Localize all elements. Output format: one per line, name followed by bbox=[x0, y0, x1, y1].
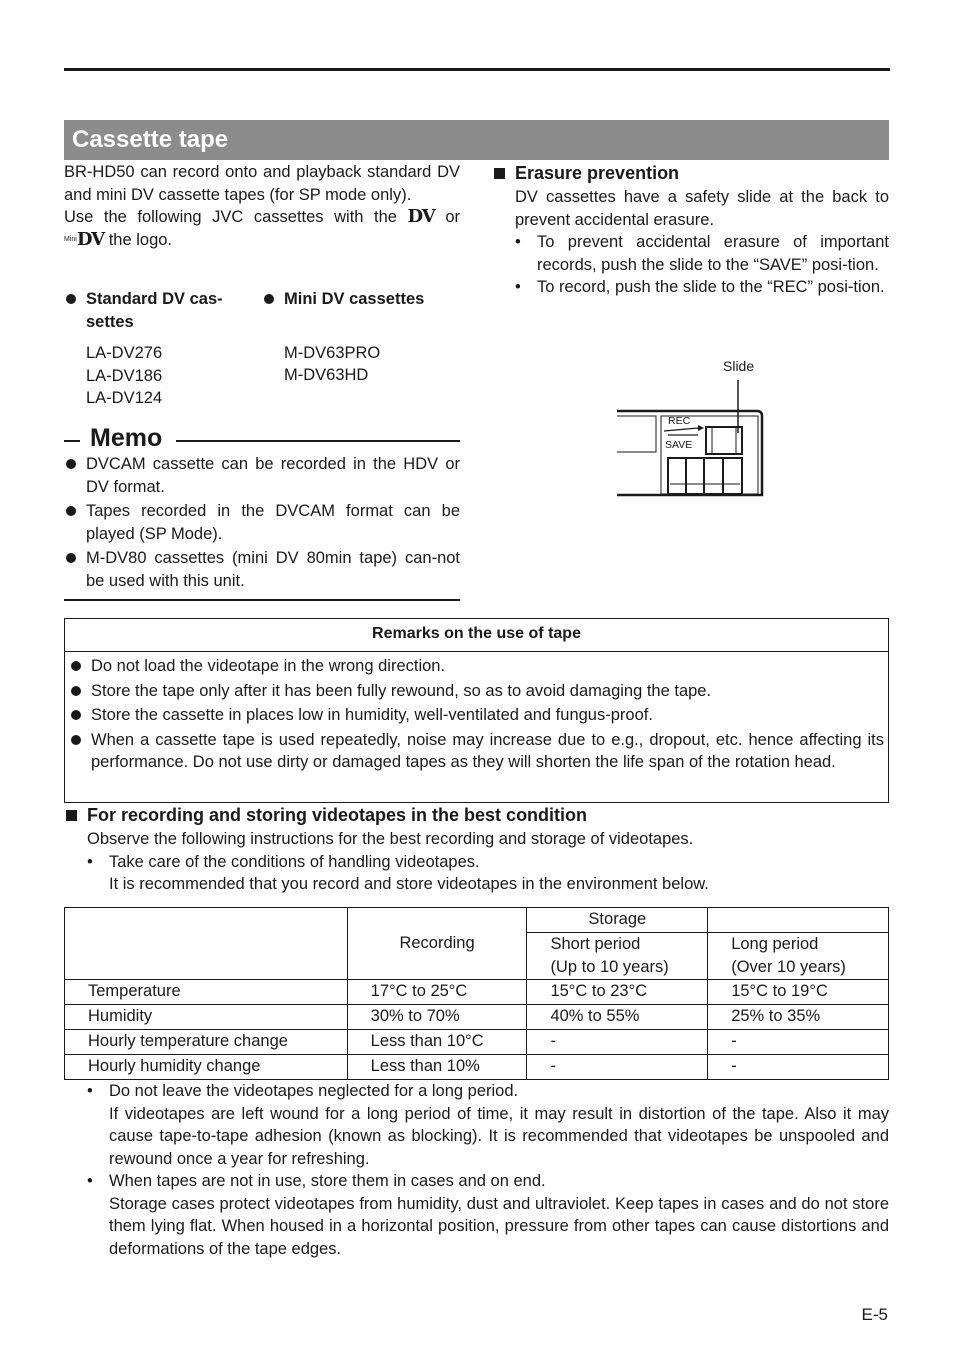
erasure-item-text: To prevent accidental erasure of important records, push the slide to the “SAVE” posi-tion. bbox=[537, 233, 889, 274]
remarks-item bbox=[69, 729, 884, 774]
intro-block bbox=[64, 161, 460, 251]
header-rule bbox=[64, 68, 890, 71]
page-number: E-5 bbox=[861, 1305, 888, 1324]
table-cell: Less than 10°C bbox=[347, 1030, 527, 1055]
cassette-window bbox=[617, 416, 656, 452]
mini-dv-heading bbox=[262, 288, 462, 311]
erasure-section bbox=[494, 162, 889, 299]
memo-item-text: DVCAM cassette can be recorded in the HDV or DV format. bbox=[86, 455, 460, 496]
table-cell: - bbox=[527, 1055, 708, 1080]
table-cell: Hourly humidity change bbox=[65, 1055, 348, 1080]
list-item: LA-DV276 bbox=[86, 344, 163, 362]
bullet-icon bbox=[66, 553, 76, 563]
bullet-icon bbox=[66, 459, 76, 469]
header-short-line2: (Up to 10 years) bbox=[550, 958, 669, 976]
intro-paragraph: BR-HD50 can record onto and playback standard DV and mini DV cassette tapes (for SP mode only). bbox=[64, 163, 460, 204]
header-storage-spacer bbox=[708, 908, 889, 933]
intro-logo-line bbox=[64, 206, 460, 229]
memo-item-text: Tapes recorded in the DVCAM format can be played (SP Mode). bbox=[86, 502, 460, 543]
table-cell: 25% to 35% bbox=[708, 1005, 889, 1030]
slide-label: Slide bbox=[723, 358, 755, 374]
memo-item-text: M-DV80 cassettes (mini DV 80min tape) can-not be used with this unit. bbox=[86, 549, 460, 590]
slide-tab bbox=[706, 427, 742, 454]
remarks-item-text: Do not load the videotape in the wrong direction. bbox=[91, 657, 446, 675]
remarks-item bbox=[69, 655, 884, 678]
remarks-item bbox=[69, 680, 884, 703]
small-bullet-icon: • bbox=[87, 1172, 93, 1190]
intro-logo-line-2 bbox=[64, 229, 460, 252]
header-short-line1: Short period bbox=[550, 935, 641, 953]
memo-rule-left bbox=[64, 440, 80, 442]
bullet-icon bbox=[71, 661, 81, 671]
best-condition-section bbox=[64, 804, 889, 896]
memo-rule-right bbox=[176, 440, 460, 442]
standard-dv-heading-line2: settes bbox=[86, 312, 134, 331]
best-condition-heading-text: For recording and storing videotapes in the best condition bbox=[87, 805, 588, 825]
standard-dv-heading bbox=[64, 288, 264, 333]
table-cell: 30% to 70% bbox=[347, 1005, 527, 1030]
remarks-item-text: When a cassette tape is used repeatedly, noise may increase due to e.g., dropout, etc. hence affecting its performance. Do not use dirty or damaged tapes as they will shorten the life span of the rotation head. bbox=[91, 730, 884, 771]
erasure-body: DV cassettes have a safety slide at the back to prevent accidental erasure. bbox=[515, 188, 889, 229]
header-long-line1: Long period bbox=[731, 935, 819, 953]
table-cell: Less than 10% bbox=[347, 1055, 527, 1080]
memo-box bbox=[64, 424, 460, 601]
intro-logo-prefix: Use the following JVC cassettes with the bbox=[64, 208, 397, 226]
slide-tab-inner bbox=[712, 427, 736, 454]
table-cell: 15°C to 23°C bbox=[527, 980, 708, 1005]
mini-logo-prefix: Mini bbox=[64, 235, 77, 243]
header-short-period bbox=[527, 933, 708, 980]
bullet-icon bbox=[66, 506, 76, 516]
mini-dv-logo-icon: DV bbox=[76, 228, 105, 250]
remarks-item-text: Store the cassette in places low in humidity, well-ventilated and fungus-proof. bbox=[91, 706, 653, 724]
memo-item bbox=[64, 547, 460, 592]
memo-item bbox=[64, 453, 460, 498]
best-condition-subtext: It is recommended that you record and store videotapes in the environment below. bbox=[109, 875, 709, 893]
standard-dv-list bbox=[64, 288, 264, 410]
square-bullet-icon bbox=[494, 168, 505, 179]
table-cell: 15°C to 19°C bbox=[708, 980, 889, 1005]
best-condition-bullet-text: Take care of the conditions of handling videotapes. bbox=[109, 852, 480, 871]
table-corner-cell bbox=[65, 908, 348, 980]
storage-note bbox=[87, 1170, 889, 1260]
memo-bottom-rule bbox=[64, 599, 460, 601]
cassette-slide-figure bbox=[612, 350, 772, 500]
bullet-icon bbox=[66, 294, 76, 304]
table-cell: 17°C to 25°C bbox=[347, 980, 527, 1005]
table-cell: Hourly temperature change bbox=[65, 1030, 348, 1055]
remarks-box bbox=[64, 618, 889, 803]
header-recording: Recording bbox=[347, 908, 527, 980]
storage-note-lead: Do not leave the videotapes neglected for a long period. bbox=[109, 1082, 519, 1100]
memo-header bbox=[64, 424, 460, 452]
bullet-icon bbox=[264, 294, 274, 304]
bullet-icon bbox=[71, 710, 81, 720]
header-long-period bbox=[708, 933, 889, 980]
storage-notes bbox=[87, 1080, 889, 1260]
table-row bbox=[65, 1005, 889, 1030]
table-cell: - bbox=[708, 1055, 889, 1080]
small-bullet-icon: • bbox=[515, 233, 521, 251]
list-item: LA-DV186 bbox=[86, 366, 163, 385]
erasure-heading bbox=[494, 162, 889, 184]
erasure-item bbox=[515, 231, 889, 276]
mini-dv-heading-text: Mini DV cassettes bbox=[284, 290, 425, 308]
arrow-icon bbox=[698, 425, 704, 431]
bullet-icon bbox=[71, 686, 81, 696]
dv-logo-icon: DV bbox=[407, 206, 435, 227]
mini-dv-list bbox=[262, 288, 462, 387]
erasure-heading-text: Erasure prevention bbox=[515, 163, 680, 183]
best-condition-intro: Observe the following instructions for the best recording and storage of videotapes. bbox=[87, 830, 694, 848]
best-condition-heading bbox=[64, 804, 889, 826]
small-bullet-icon: • bbox=[87, 1082, 93, 1100]
remarks-item bbox=[69, 704, 884, 727]
table-row bbox=[65, 1055, 889, 1080]
memo-item bbox=[64, 500, 460, 545]
storage-note-body: If videotapes are left wound for a long period of time, it may result in distortion of the tape. Also it may cause tape-to-tape adhesion (known as blocking). It is recommended that videotapes be unspooled and rewound once a year for refreshing. bbox=[109, 1104, 889, 1168]
save-label: SAVE bbox=[665, 439, 693, 451]
list-item: LA-DV124 bbox=[86, 389, 163, 407]
rec-label: REC bbox=[668, 415, 691, 427]
list-item: M-DV63PRO bbox=[284, 343, 381, 362]
header-storage: Storage bbox=[527, 908, 708, 933]
section-title: Cassette tape bbox=[64, 120, 889, 160]
storage-note-lead: When tapes are not in use, store them in cases and on end. bbox=[109, 1172, 546, 1190]
table-cell: Humidity bbox=[65, 1005, 348, 1030]
table-cell: Temperature bbox=[65, 980, 348, 1005]
remarks-item-text: Store the tape only after it has been fully rewound, so as to avoid damaging the tape. bbox=[91, 681, 712, 700]
remarks-title: Remarks on the use of tape bbox=[65, 619, 888, 652]
standard-dv-heading-line1: Standard DV cas- bbox=[86, 290, 223, 308]
storage-note-body: Storage cases protect videotapes from humidity, dust and ultraviolet. Keep tapes in cases and do not store them lying flat. When housed in a horizontal position, pressure from other tapes can cause distortions and deformations of the tape edges. bbox=[109, 1194, 889, 1258]
storage-note bbox=[87, 1080, 889, 1170]
small-bullet-icon: • bbox=[515, 278, 521, 296]
square-bullet-icon bbox=[66, 810, 77, 821]
conditions-table bbox=[64, 907, 889, 1080]
best-condition-bullet bbox=[87, 851, 889, 874]
intro-or: or bbox=[445, 208, 461, 226]
erasure-item bbox=[515, 276, 889, 299]
table-row bbox=[65, 1030, 889, 1055]
list-item: M-DV63HD bbox=[284, 366, 369, 384]
intro-logo-suffix: the logo. bbox=[108, 230, 173, 249]
table-row bbox=[65, 980, 889, 1005]
bullet-icon bbox=[71, 735, 81, 745]
table-cell: - bbox=[527, 1030, 708, 1055]
memo-title: Memo bbox=[90, 424, 163, 452]
erasure-item-text: To record, push the slide to the “REC” posi-tion. bbox=[537, 278, 885, 296]
arrow-line bbox=[664, 428, 698, 431]
header-long-line2: (Over 10 years) bbox=[731, 958, 846, 976]
small-bullet-icon: • bbox=[87, 852, 93, 871]
table-cell: 40% to 55% bbox=[527, 1005, 708, 1030]
table-cell: - bbox=[708, 1030, 889, 1055]
